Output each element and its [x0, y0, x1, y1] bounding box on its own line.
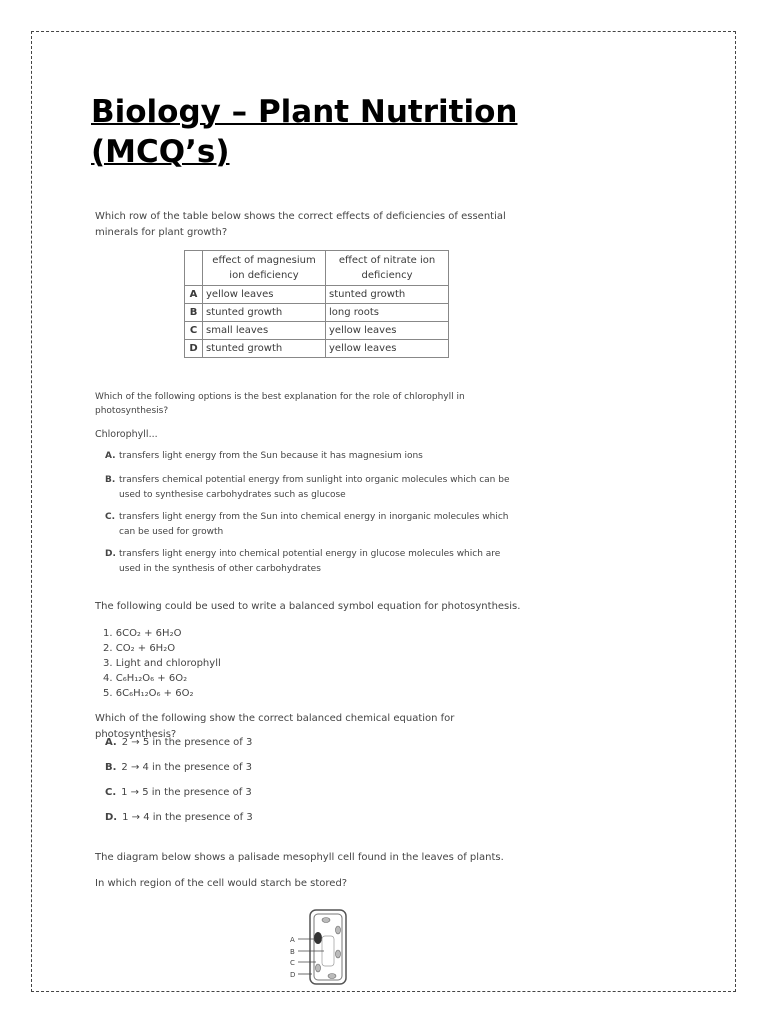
q3-question: Which of the following show the correct balanced chemical equation for photosynthesis?	[95, 713, 455, 740]
q3-stem: The following could be used to write a balanced symbol equation for photosynthesis.	[95, 601, 521, 612]
chloroplast	[316, 964, 321, 972]
q2-stem: Which of the following options is the best explanation for the role of chlorophyll in photosynthesis?	[95, 392, 465, 416]
q4-question: In which region of the cell would starch be stored?	[95, 878, 348, 889]
q2-lead: Chlorophyll...	[95, 429, 158, 440]
row-magnesium-effect: stunted growth	[203, 304, 326, 322]
equation-component-list	[103, 626, 221, 701]
q4-stem: The diagram below shows a palisade mesophyll cell found in the leaves of plants.	[95, 852, 504, 863]
option-label: A.	[105, 737, 117, 748]
page-title: Biology – Plant Nutrition (MCQ’s)	[91, 94, 518, 170]
q3-option-b[interactable]	[105, 762, 252, 773]
table-row	[185, 304, 449, 322]
row-magnesium-effect: small leaves	[203, 322, 326, 340]
option-label: B.	[105, 762, 117, 773]
q2-option-c[interactable]	[105, 510, 525, 540]
row-nitrate-effect: yellow leaves	[326, 322, 449, 340]
q2-option-b[interactable]	[105, 473, 525, 503]
option-text: transfers chemical potential energy from sunlight into organic molecules which can be used to synthesise carbohydrates such as glucose	[119, 475, 510, 500]
palisade-cell-svg	[288, 908, 358, 986]
option-text: 2 → 4 in the presence of 3	[121, 762, 253, 773]
list-item: 2. CO₂ + 6H₂O	[103, 643, 176, 654]
palisade-cell-diagram	[288, 908, 358, 990]
q3-option-d[interactable]	[105, 812, 253, 823]
q2-option-a[interactable]	[105, 449, 525, 464]
chloroplast	[328, 974, 336, 979]
chloroplast	[336, 950, 341, 958]
option-label: D.	[105, 812, 118, 823]
q3-option-a[interactable]	[105, 737, 252, 748]
row-letter: B	[185, 304, 203, 322]
q1-stem: Which row of the table below shows the correct effects of deficiencies of essential minerals for plant growth?	[95, 211, 506, 238]
option-label: B.	[105, 475, 116, 485]
list-item: 5. 6C₆H₁₂O₆ + 6O₂	[103, 688, 194, 699]
option-text: 2 → 5 in the presence of 3	[121, 737, 253, 748]
diagram-label-a: A	[290, 936, 295, 944]
table-header-row	[185, 251, 449, 286]
row-letter: D	[185, 340, 203, 358]
diagram-label-b: B	[290, 948, 295, 956]
list-item: 1. 6CO₂ + 6H₂O	[103, 628, 182, 639]
q2-option-d[interactable]	[105, 547, 525, 577]
option-text: transfers light energy from the Sun because it has magnesium ions	[119, 451, 423, 461]
option-label: C.	[105, 512, 116, 522]
table-row	[185, 322, 449, 340]
row-magnesium-effect: yellow leaves	[203, 286, 326, 304]
row-nitrate-effect: yellow leaves	[326, 340, 449, 358]
table-row	[185, 340, 449, 358]
header-nitrate: effect of nitrate ion deficiency	[326, 251, 449, 286]
option-text: 1 → 4 in the presence of 3	[122, 812, 253, 823]
header-magnesium: effect of magnesium ion deficiency	[203, 251, 326, 286]
diagram-label-c: C	[290, 959, 295, 967]
table-row	[185, 286, 449, 304]
row-nitrate-effect: long roots	[326, 304, 449, 322]
option-label: D.	[105, 549, 116, 559]
option-text: transfers light energy from the Sun into chemical energy in inorganic molecules which can be used for growth	[119, 512, 509, 537]
list-item: 3. Light and chlorophyll	[103, 658, 221, 669]
row-letter: A	[185, 286, 203, 304]
option-text: transfers light energy into chemical potential energy in glucose molecules which are used in the synthesis of other carbohydrates	[119, 549, 501, 574]
table-corner-cell	[185, 251, 203, 286]
list-item: 4. C₆H₁₂O₆ + 6O₂	[103, 673, 188, 684]
option-label: C.	[105, 787, 117, 798]
mineral-deficiency-table	[184, 250, 449, 358]
chloroplast	[322, 918, 330, 923]
option-label: A.	[105, 451, 116, 461]
row-magnesium-effect: stunted growth	[203, 340, 326, 358]
row-nitrate-effect: stunted growth	[326, 286, 449, 304]
row-letter: C	[185, 322, 203, 340]
chloroplast	[336, 926, 341, 934]
q3-option-c[interactable]	[105, 787, 252, 798]
nucleus	[314, 932, 322, 944]
option-text: 1 → 5 in the presence of 3	[121, 787, 252, 798]
diagram-label-d: D	[290, 971, 296, 979]
